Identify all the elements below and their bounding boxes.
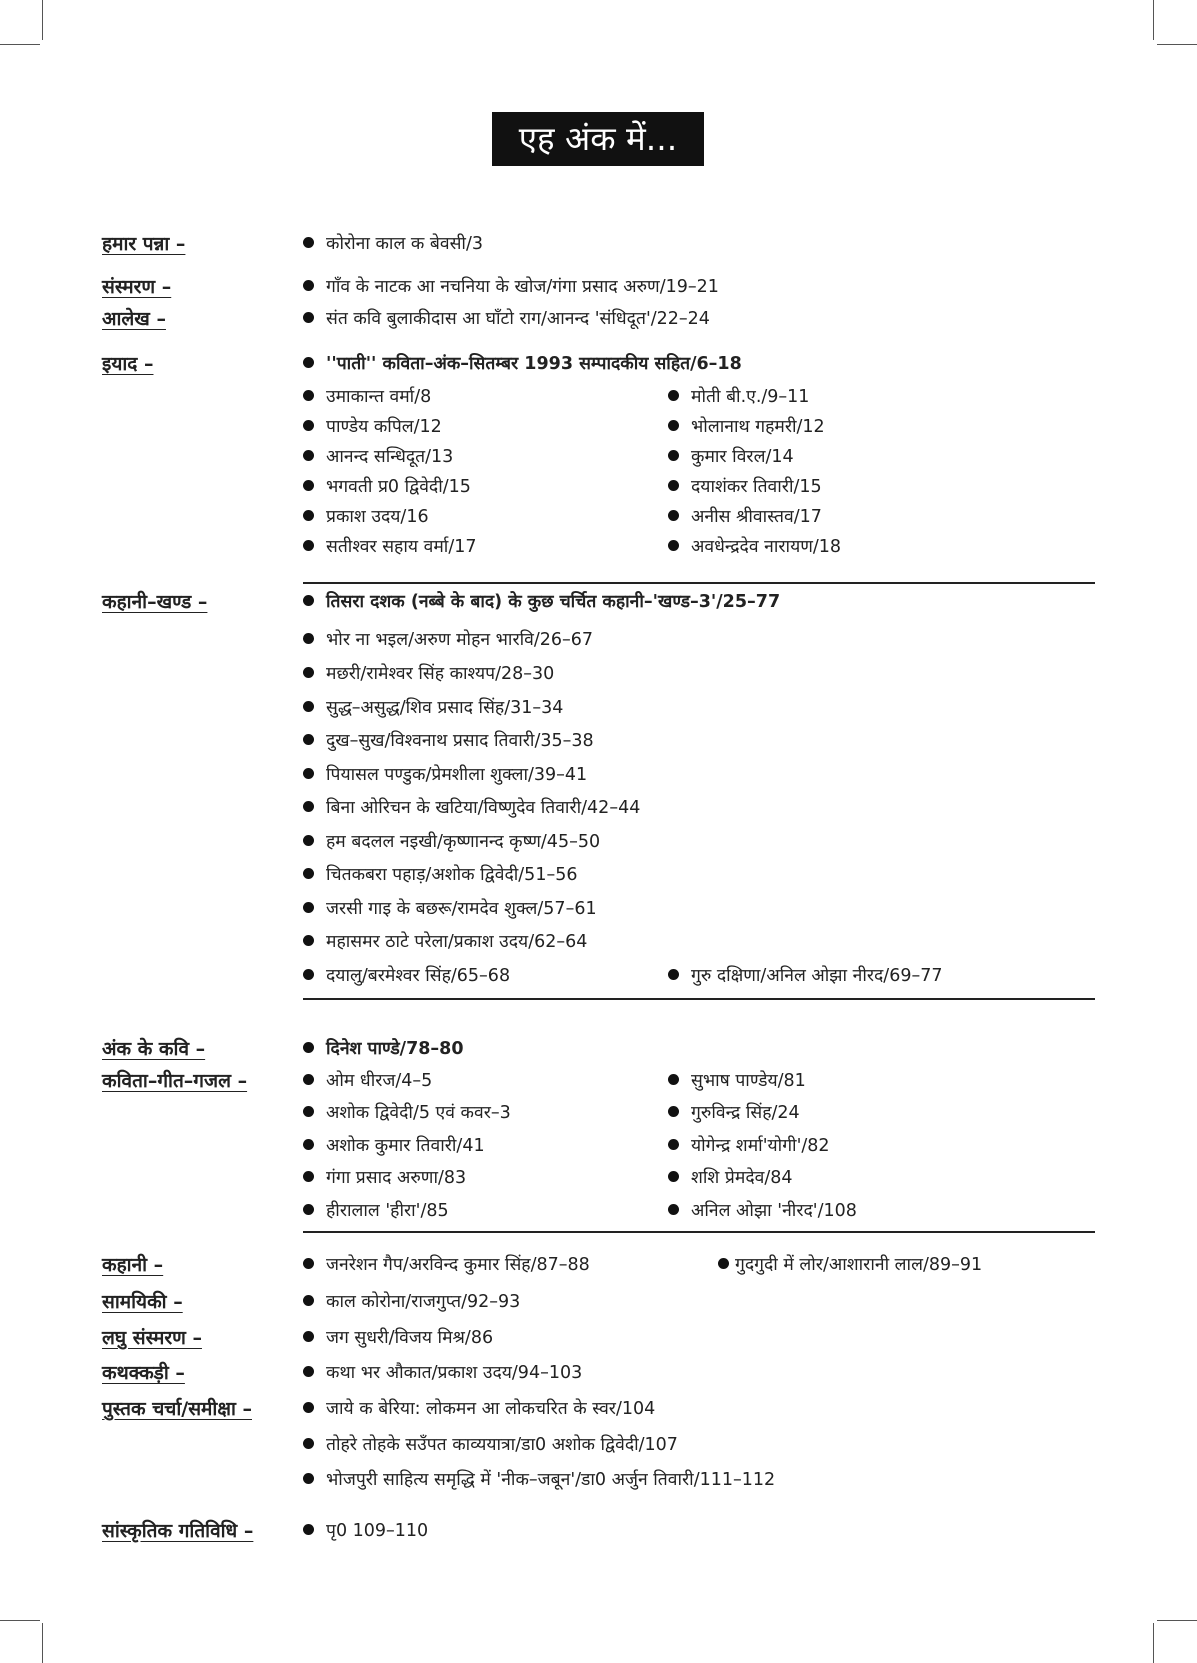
bullet-icon [303, 1331, 314, 1342]
bullet-icon [303, 935, 314, 946]
toc-item: भगवती प्र0 द्विवेदी/15 [303, 475, 471, 499]
bullet-icon [303, 595, 314, 606]
toc-item: उमाकान्त वर्मा/8 [303, 385, 431, 409]
toc-item: प्रकाश उदय/16 [303, 505, 429, 529]
toc-heading: तिसरा दशक (नब्बे के बाद) के कुछ चर्चित कहानी–'खण्ड–3'/25–77 [303, 590, 780, 614]
bullet-icon [668, 480, 679, 491]
bullet-icon [303, 1402, 314, 1413]
bullet-icon [303, 480, 314, 491]
crop-mark [0, 44, 40, 45]
crop-mark [42, 1623, 43, 1663]
toc-item: योगेन्द्र शर्मा'योगी'/82 [668, 1134, 830, 1158]
section-label: कहानी–खण्ड – [102, 591, 208, 613]
toc-item: जग सुधरी/विजय मिश्र/86 [303, 1326, 493, 1350]
section-label: सामयिकी – [102, 1291, 183, 1313]
bullet-icon [668, 420, 679, 431]
crop-mark [1153, 0, 1154, 40]
toc-item: अवधेन्द्रदेव नारायण/18 [668, 535, 841, 559]
toc-item: दुख–सुख/विश्वनाथ प्रसाद तिवारी/35–38 [303, 729, 594, 753]
bullet-icon [303, 312, 314, 323]
toc-item: मोती बी.ए./9–11 [668, 385, 809, 409]
bullet-icon [303, 835, 314, 846]
bullet-icon [668, 510, 679, 521]
section-label: पुस्तक चर्चा/समीक्षा – [102, 1398, 252, 1420]
section-label: कहानी – [102, 1254, 164, 1276]
toc-item: सतीश्वर सहाय वर्मा/17 [303, 535, 476, 559]
bullet-icon [303, 868, 314, 879]
bullet-icon [668, 969, 679, 980]
bullet-icon [303, 1524, 314, 1535]
section-label: इयाद – [102, 353, 154, 375]
bullet-icon [303, 801, 314, 812]
bullet-icon [303, 734, 314, 745]
crop-mark [1153, 1623, 1154, 1663]
bullet-icon [303, 420, 314, 431]
toc-item: दयालु/बरमेश्वर सिंह/65–68 [303, 964, 510, 988]
toc-item: अशोक द्विवेदी/5 एवं कवर–3 [303, 1101, 511, 1125]
section-label: सांस्कृतिक गतिविधि – [102, 1520, 254, 1542]
bullet-icon [303, 1258, 314, 1269]
bullet-icon [668, 390, 679, 401]
toc-heading: ''पाती'' कविता–अंक–सितम्बर 1993 सम्पादकीय सहित/6–18 [303, 352, 742, 376]
bullet-icon [303, 280, 314, 291]
bullet-icon [303, 237, 314, 248]
toc-item: शशि प्रेमदेव/84 [668, 1166, 793, 1190]
bullet-icon [668, 1171, 679, 1182]
toc-item: कुमार विरल/14 [668, 445, 794, 469]
toc-item: हम बदलल नइखी/कृष्णानन्द कृष्ण/45–50 [303, 830, 600, 854]
bullet-icon [303, 902, 314, 913]
toc-item: ओम धीरज/4–5 [303, 1069, 432, 1093]
toc-item: पृ0 109–110 [303, 1519, 428, 1543]
section-label: लघु संस्मरण – [102, 1327, 202, 1349]
section-label: कथक्कड़ी – [102, 1362, 185, 1384]
bullet-icon [668, 1204, 679, 1215]
toc-item: गुरु दक्षिणा/अनिल ओझा नीरद/69–77 [668, 964, 942, 988]
toc-item: दयाशंकर तिवारी/15 [668, 475, 822, 499]
toc-item: जाये क बेरिया: लोकमन आ लोकचरित के स्वर/104 [303, 1397, 655, 1421]
bullet-icon [303, 633, 314, 644]
toc-item: महासमर ठाटे परेला/प्रकाश उदय/62–64 [303, 930, 587, 954]
bullet-icon [303, 1295, 314, 1306]
bullet-icon [303, 1366, 314, 1377]
toc-item: गंगा प्रसाद अरुणा/83 [303, 1166, 466, 1190]
section-label: संस्मरण – [102, 276, 172, 298]
bullet-icon [668, 1106, 679, 1117]
page-title: एह अंक में... [492, 112, 704, 166]
toc-item: काल कोरोना/राजगुप्त/92–93 [303, 1290, 520, 1314]
bullet-icon [303, 1074, 314, 1085]
toc-item: गुरुविन्द्र सिंह/24 [668, 1101, 800, 1125]
toc-item: कथा भर औकात/प्रकाश उदय/94–103 [303, 1361, 582, 1385]
toc-item: मछरी/रामेश्वर सिंह काश्यप/28–30 [303, 662, 554, 686]
section-label: अंक के कवि – [102, 1038, 206, 1060]
bullet-icon [303, 1204, 314, 1215]
toc-item: बिना ओरिचन के खटिया/विष्णुदेव तिवारी/42–44 [303, 796, 640, 820]
bullet-icon [303, 1106, 314, 1117]
toc-item: कोरोना काल क बेवसी/3 [303, 232, 483, 256]
section-label: हमार पन्ना – [102, 233, 186, 255]
bullet-icon [303, 390, 314, 401]
bullet-icon [303, 969, 314, 980]
divider [303, 582, 1095, 584]
bullet-icon [303, 450, 314, 461]
toc-item: भोजपुरी साहित्य समृद्धि में 'नीक–जबून'/डा0 अर्जुन तिवारी/111–112 [303, 1468, 775, 1492]
toc-item: पियासल पण्डुक/प्रेमशीला शुक्ला/39–41 [303, 763, 587, 787]
toc-item: जरसी गाइ के बछरू/रामदेव शुक्ल/57–61 [303, 897, 597, 921]
toc-item: जनरेशन गैप/अरविन्द कुमार सिंह/87–88 [303, 1253, 590, 1277]
bullet-icon [668, 540, 679, 551]
bullet-icon [668, 450, 679, 461]
toc-item: आनन्द सन्धिदूत/13 [303, 445, 453, 469]
crop-mark [42, 0, 43, 40]
toc-item: भोर ना भइल/अरुण मोहन भारवि/26–67 [303, 628, 593, 652]
bullet-icon [303, 667, 314, 678]
toc-item: अशोक कुमार तिवारी/41 [303, 1134, 485, 1158]
toc-item: गुदगुदी में लोर/आशारानी लाल/89–91 [718, 1253, 982, 1277]
bullet-icon [668, 1139, 679, 1150]
bullet-icon [303, 540, 314, 551]
toc-heading: दिनेश पाण्डे/78–80 [303, 1037, 464, 1061]
toc-item: सुभाष पाण्डेय/81 [668, 1069, 806, 1093]
crop-mark [1157, 44, 1197, 45]
bullet-icon [303, 1438, 314, 1449]
toc-item: सुद्ध–असुद्ध/शिव प्रसाद सिंह/31–34 [303, 696, 563, 720]
toc-item: अनिल ओझा 'नीरद'/108 [668, 1199, 857, 1223]
bullet-icon [303, 1171, 314, 1182]
toc-item: चितकबरा पहाड़/अशोक द्विवेदी/51–56 [303, 863, 577, 887]
toc-item: हीरालाल 'हीरा'/85 [303, 1199, 449, 1223]
toc-item: भोलानाथ गहमरी/12 [668, 415, 825, 439]
bullet-icon [303, 768, 314, 779]
bullet-icon [303, 1042, 314, 1053]
bullet-icon [303, 1473, 314, 1484]
toc-item: अनीस श्रीवास्तव/17 [668, 505, 822, 529]
crop-mark [1157, 1620, 1197, 1621]
toc-item: गाँव के नाटक आ नचनिया के खोज/गंगा प्रसाद अरुण/19–21 [303, 275, 719, 299]
bullet-icon [303, 1139, 314, 1150]
bullet-icon [303, 701, 314, 712]
section-label: आलेख – [102, 308, 166, 330]
bullet-icon [303, 510, 314, 521]
toc-item: संत कवि बुलाकीदास आ घाँटो राग/आनन्द 'संधिदूत'/22–24 [303, 307, 710, 331]
section-label: कविता–गीत–गजल – [102, 1070, 248, 1092]
crop-mark [0, 1620, 40, 1621]
divider [303, 998, 1095, 1000]
bullet-icon [668, 1074, 679, 1085]
divider [303, 1231, 1095, 1233]
toc-item: तोहरे तोहके सउँपत काव्ययात्रा/डा0 अशोक द्विवेदी/107 [303, 1433, 678, 1457]
toc-item: पाण्डेय कपिल/12 [303, 415, 442, 439]
bullet-icon [718, 1258, 729, 1269]
bullet-icon [303, 357, 314, 368]
